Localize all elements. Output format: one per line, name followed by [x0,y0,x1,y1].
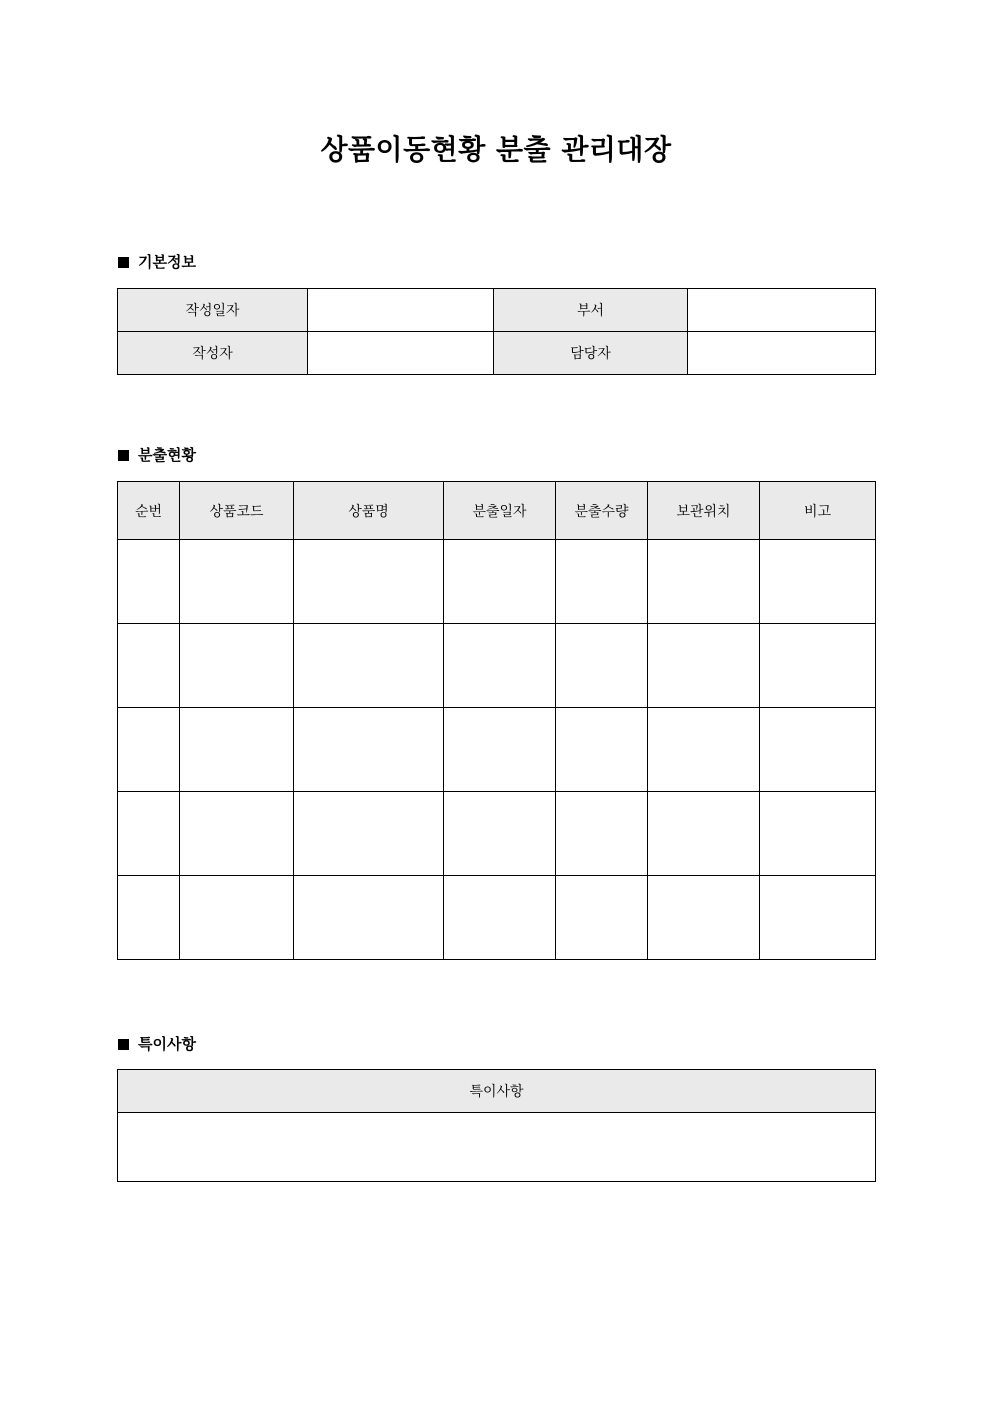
status-cell-no[interactable] [118,624,180,708]
section-heading-notes [118,1037,196,1052]
status-cell-dispatch-date[interactable] [444,876,556,960]
status-cell-remark[interactable] [760,792,876,876]
status-cell-storage-location[interactable] [648,792,760,876]
section-heading-basic-info-label: 기본정보 [138,253,196,271]
square-bullet-icon [118,450,129,461]
status-cell-product-code[interactable] [180,540,294,624]
status-cell-product-code[interactable] [180,624,294,708]
status-cell-dispatch-date[interactable] [444,708,556,792]
basic-info-value-author[interactable] [308,332,494,375]
status-column-header-remark: 비고 [760,482,876,540]
status-column-header-dispatch-quantity: 분출수량 [556,482,648,540]
table-row [118,289,876,332]
status-cell-product-name[interactable] [294,624,444,708]
status-cell-no[interactable] [118,792,180,876]
status-column-header-storage-location: 보관위치 [648,482,760,540]
status-cell-storage-location[interactable] [648,708,760,792]
status-cell-dispatch-date[interactable] [444,792,556,876]
status-column-header-no: 순번 [118,482,180,540]
notes-table [117,1069,876,1182]
status-cell-product-code[interactable] [180,876,294,960]
basic-info-label-department: 부서 [494,289,688,332]
status-table-header-row [118,482,876,540]
status-column-header-product-name: 상품명 [294,482,444,540]
status-cell-product-name[interactable] [294,792,444,876]
notes-value-cell[interactable] [118,1113,876,1182]
notes-column-header: 특이사항 [118,1070,876,1113]
status-cell-no[interactable] [118,876,180,960]
status-cell-dispatch-quantity[interactable] [556,792,648,876]
status-table [117,481,876,960]
status-cell-product-name[interactable] [294,876,444,960]
basic-info-label-author: 작성자 [118,332,308,375]
status-cell-storage-location[interactable] [648,876,760,960]
status-column-header-product-code: 상품코드 [180,482,294,540]
status-cell-no[interactable] [118,708,180,792]
status-column-header-dispatch-date: 분출일자 [444,482,556,540]
status-cell-storage-location[interactable] [648,540,760,624]
status-cell-remark[interactable] [760,708,876,792]
basic-info-label-created-date: 작성일자 [118,289,308,332]
section-heading-status [118,448,196,463]
basic-info-value-department[interactable] [688,289,876,332]
status-cell-dispatch-quantity[interactable] [556,624,648,708]
basic-info-value-created-date[interactable] [308,289,494,332]
status-cell-product-code[interactable] [180,792,294,876]
status-cell-product-code[interactable] [180,708,294,792]
table-row [118,876,876,960]
status-cell-dispatch-date[interactable] [444,540,556,624]
basic-info-table [117,288,876,375]
status-cell-no[interactable] [118,540,180,624]
table-row [118,708,876,792]
square-bullet-icon [118,1039,129,1050]
status-cell-dispatch-quantity[interactable] [556,540,648,624]
status-cell-dispatch-quantity[interactable] [556,708,648,792]
status-cell-storage-location[interactable] [648,624,760,708]
table-row [118,792,876,876]
status-cell-remark[interactable] [760,540,876,624]
table-row [118,1113,876,1182]
section-heading-basic-info [118,255,196,270]
status-cell-dispatch-quantity[interactable] [556,876,648,960]
notes-table-header-row [118,1070,876,1113]
square-bullet-icon [118,257,129,268]
page-title: 상품이동현황 분출 관리대장 [320,133,672,166]
basic-info-label-manager: 담당자 [494,332,688,375]
status-cell-remark[interactable] [760,624,876,708]
status-cell-remark[interactable] [760,876,876,960]
section-heading-notes-label: 특이사항 [138,1035,196,1053]
table-row [118,624,876,708]
section-heading-status-label: 분출현황 [138,446,196,464]
basic-info-value-manager[interactable] [688,332,876,375]
status-cell-product-name[interactable] [294,540,444,624]
status-cell-product-name[interactable] [294,708,444,792]
status-cell-dispatch-date[interactable] [444,624,556,708]
table-row [118,332,876,375]
table-row [118,540,876,624]
